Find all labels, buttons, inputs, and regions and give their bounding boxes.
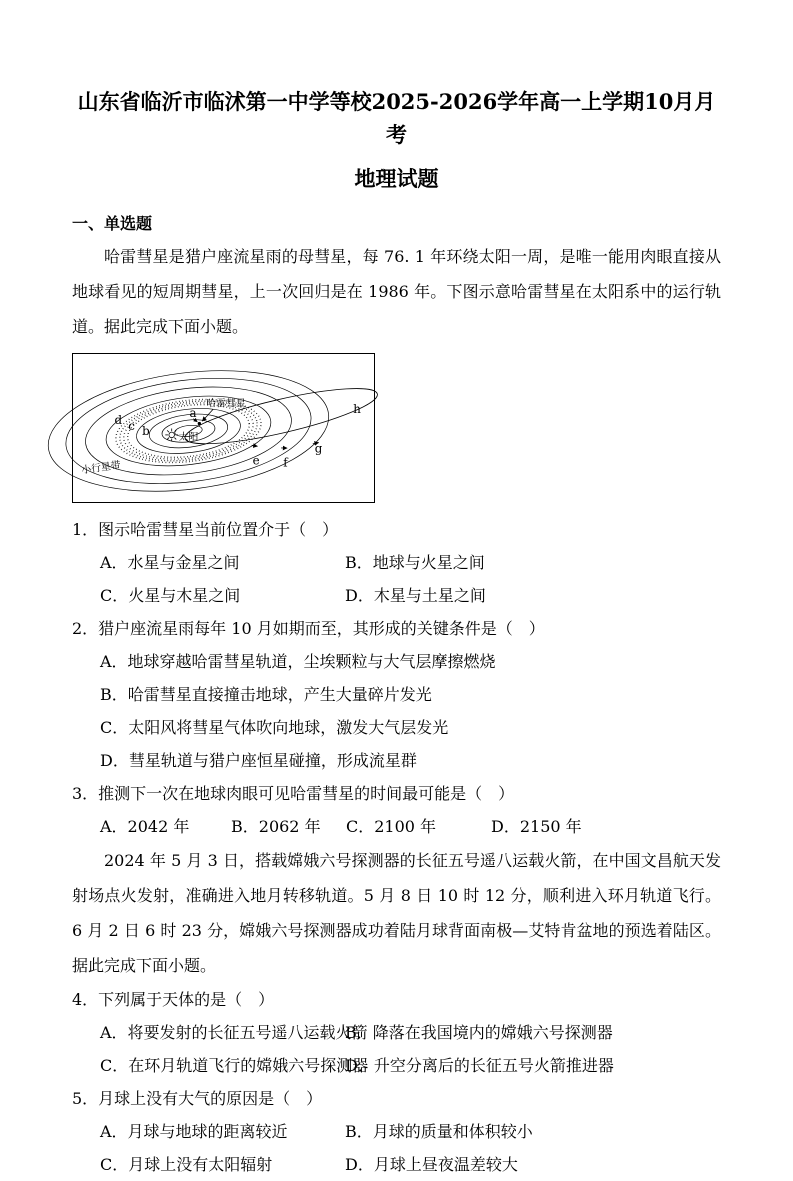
letter-e: e — [253, 454, 260, 468]
comet-dot — [198, 422, 201, 425]
q4-option-d: D．升空分离后的长征五号火箭推进器 — [345, 1049, 721, 1082]
page-title: 山东省临沂市临沭第一中学等校2025-2026学年高一上学期10月月考 — [72, 86, 721, 151]
question-2 — [72, 612, 721, 777]
q4-option-c: C．在环月轨道飞行的嫦娥六号探测器 — [100, 1049, 345, 1082]
question-4 — [72, 983, 721, 1082]
q4-option-b: B．降落在我国境内的嫦娥六号探测器 — [345, 1016, 721, 1049]
letter-g: g — [315, 442, 323, 456]
q1-option-c: C．火星与木星之间 — [100, 579, 345, 612]
question-5 — [72, 1082, 721, 1181]
sun-label: 太阳 — [179, 430, 199, 443]
q3-option-c: C．2100 年 — [346, 810, 491, 843]
letter-d: d — [114, 413, 122, 427]
question-1-stem: 1．图示哈雷彗星当前位置介于（ ） — [72, 513, 721, 546]
q2-option-d: D．彗星轨道与猎户座恒星碰撞，形成流星群 — [100, 744, 721, 777]
q1-option-b: B．地球与火星之间 — [345, 546, 721, 579]
question-2-stem: 2．猎户座流星雨每年 10 月如期而至，其形成的关键条件是（ ） — [72, 612, 721, 645]
comet-orbit — [181, 378, 381, 455]
q5-option-b: B．月球的质量和体积较小 — [345, 1115, 721, 1148]
q4-option-a: A．将要发射的长征五号遥八运载火箭 — [100, 1016, 345, 1049]
q1-option-d: D．木星与土星之间 — [345, 579, 721, 612]
q3-option-d: D．2150 年 — [491, 810, 721, 843]
intro-paragraph-1: 哈雷彗星是猎户座流星雨的母彗星，每 76. 1 年环绕太阳一周，是唯一能用肉眼直接从地球看见的短周期彗星，上一次回归是在 1986 年。下图示意哈雷彗星在太阳系中的运行轨道。据此完成下面小题。 — [72, 239, 721, 344]
question-4-stem: 4．下列属于天体的是（ ） — [72, 983, 721, 1016]
question-3-options — [72, 810, 721, 843]
letter-b: b — [142, 424, 150, 438]
q5-option-a: A．月球与地球的距离较近 — [100, 1115, 345, 1148]
question-3 — [72, 777, 721, 843]
sun-icon — [165, 429, 178, 442]
q3-option-b: B．2062 年 — [231, 810, 346, 843]
question-2-options — [72, 645, 721, 777]
question-1 — [72, 513, 721, 612]
page-subtitle: 地理试题 — [72, 163, 721, 193]
intro-paragraph-2: 2024 年 5 月 3 日，搭载嫦娥六号探测器的长征五号遥八运载火箭，在中国文昌航天发射场点火发射，准确进入地月转移轨道。5 月 8 日 10 时 12 分，顺利进入环月轨道飞行。6 月 2 日 6 时 23 分，嫦娥六号探测器成功着陆月球背面南极—艾特肯盆地的预选着陆区。据此完成下面小题。 — [72, 843, 721, 983]
solar-system-figure — [72, 353, 375, 503]
letter-a: a — [189, 406, 196, 420]
question-4-options — [72, 1016, 721, 1082]
letter-h: h — [353, 402, 361, 416]
q5-option-c: C．月球上没有太阳辐射 — [100, 1148, 345, 1181]
question-3-stem: 3．推测下一次在地球肉眼可见哈雷彗星的时间最可能是（ ） — [72, 777, 721, 810]
section-heading: 一、单选题 — [72, 209, 721, 239]
q2-option-a: A．地球穿越哈雷彗星轨道，尘埃颗粒与大气层摩擦燃烧 — [100, 645, 721, 678]
comet-direction-arrows — [252, 443, 319, 449]
q2-option-c: C．太阳风将彗星气体吹向地球，激发大气层发光 — [100, 711, 721, 744]
q3-option-a: A．2042 年 — [100, 810, 231, 843]
solar-system-diagram — [72, 353, 377, 503]
letter-f: f — [283, 456, 289, 470]
letter-c: c — [128, 419, 135, 433]
comet-label: 哈雷彗星 — [206, 396, 246, 409]
question-1-options — [72, 546, 721, 612]
asteroid-belt-label: 小行星带 — [81, 458, 122, 476]
q5-option-d: D．月球上昼夜温差较大 — [345, 1148, 721, 1181]
question-5-stem: 5．月球上没有大气的原因是（ ） — [72, 1082, 721, 1115]
question-5-options — [72, 1115, 721, 1181]
q1-option-a: A．水星与金星之间 — [100, 546, 345, 579]
q2-option-b: B．哈雷彗星直接撞击地球，产生大量碎片发光 — [100, 678, 721, 711]
